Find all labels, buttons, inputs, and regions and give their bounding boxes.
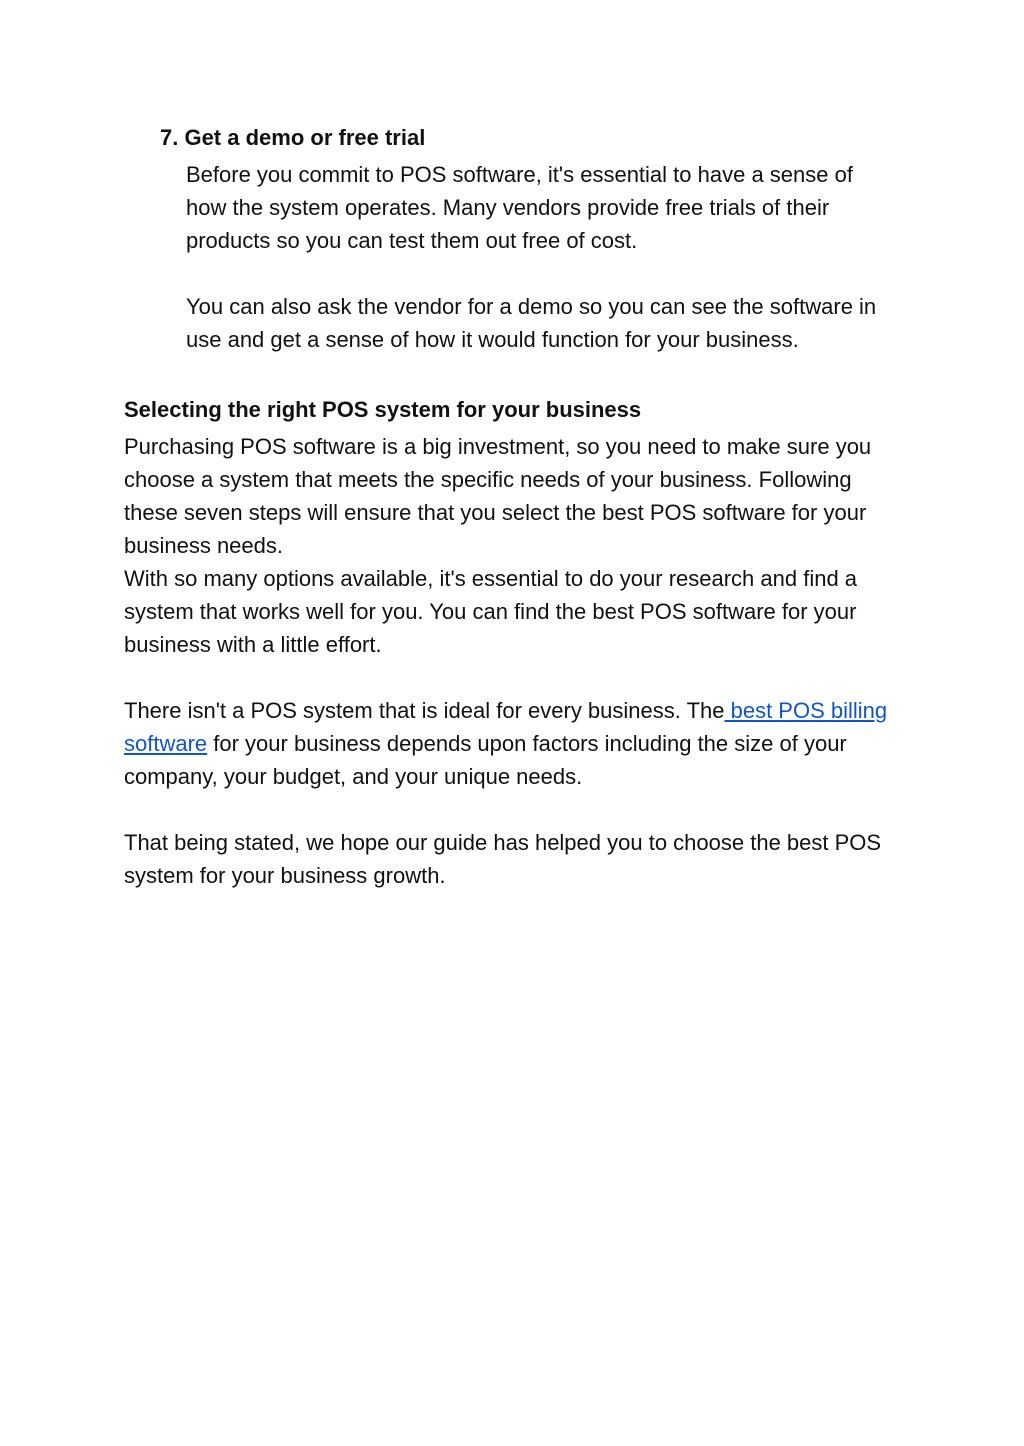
paragraph-gap [124,661,894,694]
step-7-paragraph-1: Before you commit to POS software, it's essential to have a sense of how the system operates. Many vendors provide free trials of their products so you can test them out free of cost. [186,162,853,253]
section-heading: Selecting the right POS system for your business [124,397,642,422]
section-paragraph-3 [124,694,894,793]
paragraph-3-text-after: for your business depends upon factors including the size of your company, your budget, and your unique needs. [124,731,847,789]
step-7-paragraph-2: You can also ask the vendor for a demo so you can see the software in use and get a sense of how it would function for your business. [186,294,877,352]
document-content [124,118,894,892]
paragraph-gap [124,793,894,826]
paragraph-gap [186,257,894,290]
section-paragraph-1: Purchasing POS software is a big investment, so you need to make sure you choose a system that meets the specific needs of your business. Following these seven steps will ensure that you select the best POS software for your business needs. [124,434,872,558]
step-7-body [186,158,894,356]
section-paragraph-2: With so many options available, it's essential to do your research and find a system that works well for you. You can find the best POS software for your business with a little effort. [124,566,858,657]
best-pos-billing-software-link[interactable]: best POS billing software [124,698,888,756]
step-7 [160,118,894,356]
paragraph-3-text-before: There isn't a POS system that is ideal for every business. The [124,698,725,723]
step-7-heading: 7. Get a demo or free trial [160,125,426,150]
section-paragraph-4: That being stated, we hope our guide has helped you to choose the best POS system for your business growth. [124,830,882,888]
